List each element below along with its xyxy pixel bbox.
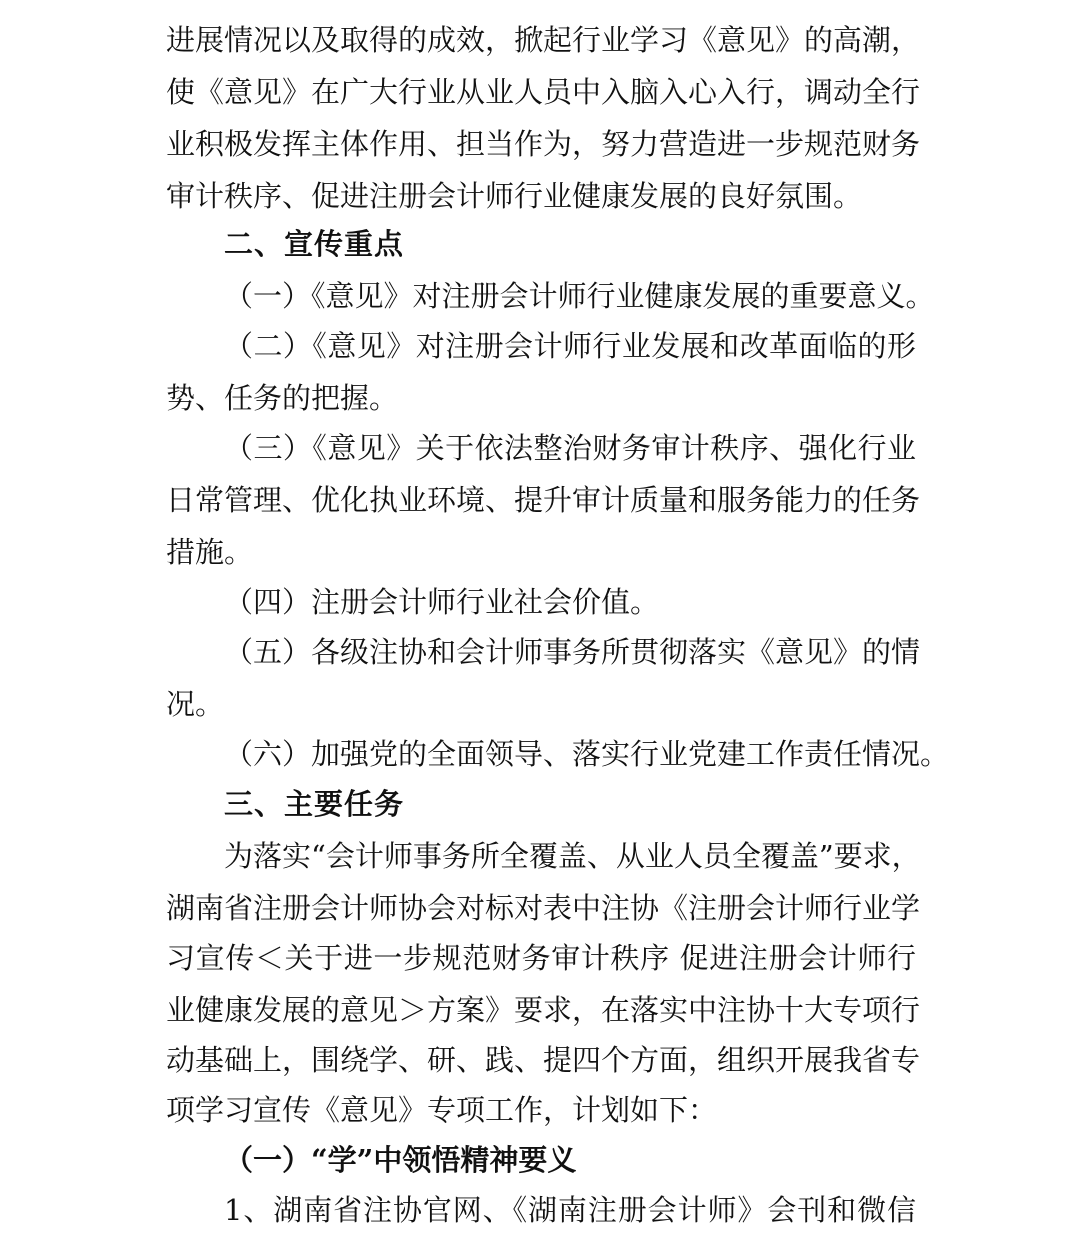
paragraph-line: 况。 — [166, 687, 225, 721]
section-heading-publicity-focus: 二、宣传重点 — [224, 227, 405, 261]
paragraph-line: 1、湖南省注协官网、《湖南注册会计师》会刊和微信 — [224, 1193, 916, 1227]
paragraph-line: 措施。 — [166, 535, 254, 569]
paragraph-line: 进展情况以及取得的成效，掀起行业学习《意见》的高潮， — [166, 23, 921, 57]
paragraph-line: 为落实“会计师事务所全覆盖、从业人员全覆盖”要求， — [224, 839, 921, 873]
list-item: （五）各级注协和会计师事务所贯彻落实《意见》的情 — [224, 635, 921, 669]
list-item: （三）《意见》关于依法整治财务审计秩序、强化行业 — [224, 431, 916, 465]
list-item: （二）《意见》对注册会计师行业发展和改革面临的形 — [224, 329, 916, 363]
paragraph-line: 势、任务的把握。 — [166, 381, 399, 415]
paragraph-line: 业积极发挥主体作用、担当作为，努力营造进一步规范财务 — [166, 127, 921, 161]
paragraph-line: 习宣传＜关于进一步规范财务审计秩序 促进注册会计师行 — [166, 941, 916, 975]
paragraph-line: 使《意见》在广大行业从业人员中入脑入心入行，调动全行 — [166, 75, 921, 109]
list-item: （六）加强党的全面领导、落实行业党建工作责任情况。 — [224, 737, 950, 771]
paragraph-line: 湖南省注册会计师协会对标对表中注协《注册会计师行业学 — [166, 891, 921, 925]
section-heading-main-tasks: 三、主要任务 — [224, 787, 405, 821]
list-item: （四）注册会计师行业社会价值。 — [224, 585, 660, 619]
paragraph-line: 动基础上，围绕学、研、践、提四个方面，组织开展我省专 — [166, 1043, 921, 1077]
paragraph-line: 业健康发展的意见＞方案》要求，在落实中注协十大专项行 — [166, 993, 921, 1027]
paragraph-line: 项学习宣传《意见》专项工作，计划如下： — [166, 1093, 718, 1127]
list-item: （一）《意见》对注册会计师行业健康发展的重要意义。 — [224, 279, 935, 313]
paragraph-line: 审计秩序、促进注册会计师行业健康发展的良好氛围。 — [166, 179, 863, 213]
paragraph-line: 日常管理、优化执业环境、提升审计质量和服务能力的任务 — [166, 483, 921, 517]
subsection-heading: （一）“学”中领悟精神要义 — [224, 1143, 577, 1177]
